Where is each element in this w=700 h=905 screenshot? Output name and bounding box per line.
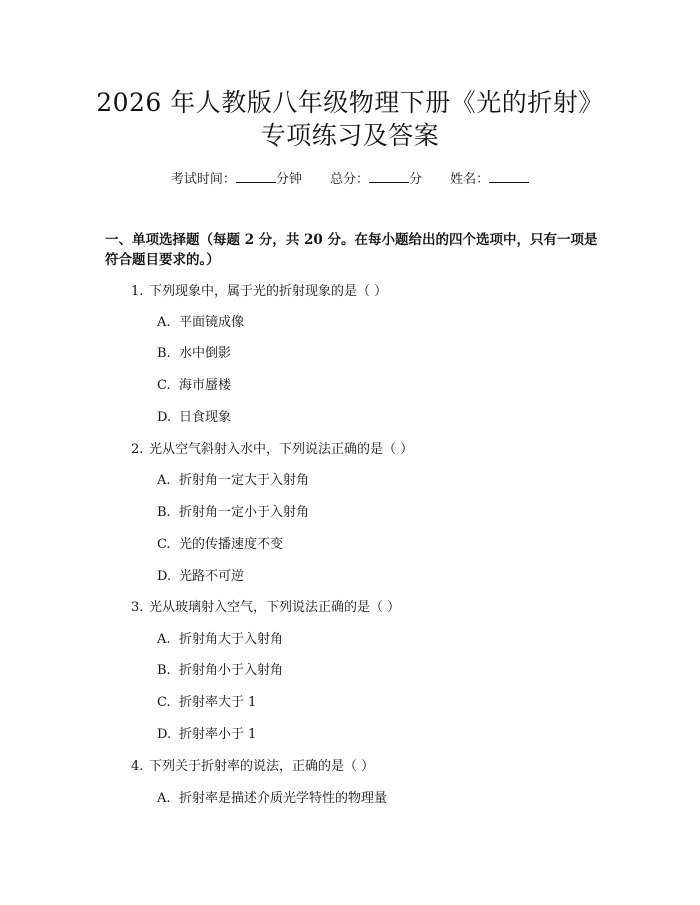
option-label: A. (157, 632, 171, 647)
option-text: 折射率大于 1 (179, 695, 257, 710)
option-item (157, 536, 283, 554)
exam-time-blank (236, 170, 276, 183)
question-text: 光从玻璃射入空气，下列说法正确的是（ ） (149, 600, 401, 615)
option-label: A. (157, 791, 171, 806)
option-text: 折射角一定大于入射角 (179, 473, 310, 488)
option-text: 折射角大于入射角 (179, 632, 284, 647)
question-2 (131, 441, 413, 459)
option-text: 折射角一定小于入射角 (179, 505, 310, 520)
question-3 (131, 599, 400, 617)
option-text: 日食现象 (179, 410, 232, 425)
option-label: B. (157, 346, 171, 361)
question-number: 4. (131, 759, 144, 774)
question-4 (131, 758, 374, 776)
option-label: C. (157, 537, 171, 552)
option-text: 光的传播速度不变 (179, 537, 284, 552)
exam-time-field (171, 172, 306, 187)
option-item (157, 345, 231, 363)
option-text: 平面镜成像 (179, 315, 245, 330)
option-text: 水中倒影 (179, 346, 232, 361)
option-item (157, 790, 387, 808)
option-label: C. (157, 695, 171, 710)
question-number: 3. (131, 600, 144, 615)
option-label: B. (157, 663, 171, 678)
question-number: 2. (131, 442, 144, 457)
option-text: 光路不可逆 (179, 569, 245, 584)
exam-info (0, 170, 700, 189)
option-item (157, 472, 309, 490)
option-label: A. (157, 473, 171, 488)
question-text: 光从空气斜射入水中，下列说法正确的是（ ） (149, 442, 414, 457)
exam-time-label: 考试时间： (170, 172, 236, 187)
option-label: D. (157, 569, 172, 584)
exam-score-unit: 分 (409, 172, 423, 187)
option-label: B. (157, 505, 171, 520)
option-text: 折射率是描述介质光学特性的物理量 (179, 791, 388, 806)
option-item (157, 662, 283, 680)
exam-name-blank (489, 170, 529, 183)
question-1 (131, 283, 387, 301)
option-item (157, 314, 244, 332)
exam-score-label: 总分： (329, 172, 369, 187)
section-heading-line1: 一、单项选择题（每题 2 分，共 20 分。在每小题给出的四个选项中，只有一项是 (105, 232, 598, 248)
option-text: 海市蜃楼 (179, 378, 232, 393)
exam-score-blank (369, 170, 409, 183)
option-label: C. (157, 378, 171, 393)
question-number: 1. (131, 284, 144, 299)
option-label: A. (157, 315, 171, 330)
question-text: 下列关于折射率的说法，正确的是（ ） (149, 759, 375, 774)
question-text: 下列现象中，属于光的折射现象的是（ ） (149, 284, 388, 299)
option-item (157, 568, 244, 586)
option-item (157, 409, 231, 427)
option-item (157, 377, 231, 395)
option-item (157, 504, 309, 522)
option-label: D. (157, 410, 172, 425)
exam-time-unit: 分钟 (275, 172, 302, 187)
exam-score-field (330, 172, 426, 187)
document-title-line2: 专项练习及答案 (260, 121, 440, 150)
section-heading-line2: 符合题目要求的。） (105, 252, 220, 268)
exam-name-field (450, 172, 529, 187)
exam-name-label: 姓名： (450, 172, 490, 187)
option-label: D. (157, 727, 172, 742)
option-text: 折射角小于入射角 (179, 663, 284, 678)
option-item (157, 726, 256, 744)
option-text: 折射率小于 1 (179, 727, 257, 742)
option-item (157, 631, 283, 649)
option-item (157, 694, 256, 712)
document-title-line1: 2026 年人教版八年级物理下册《光的折射》 (96, 88, 604, 117)
